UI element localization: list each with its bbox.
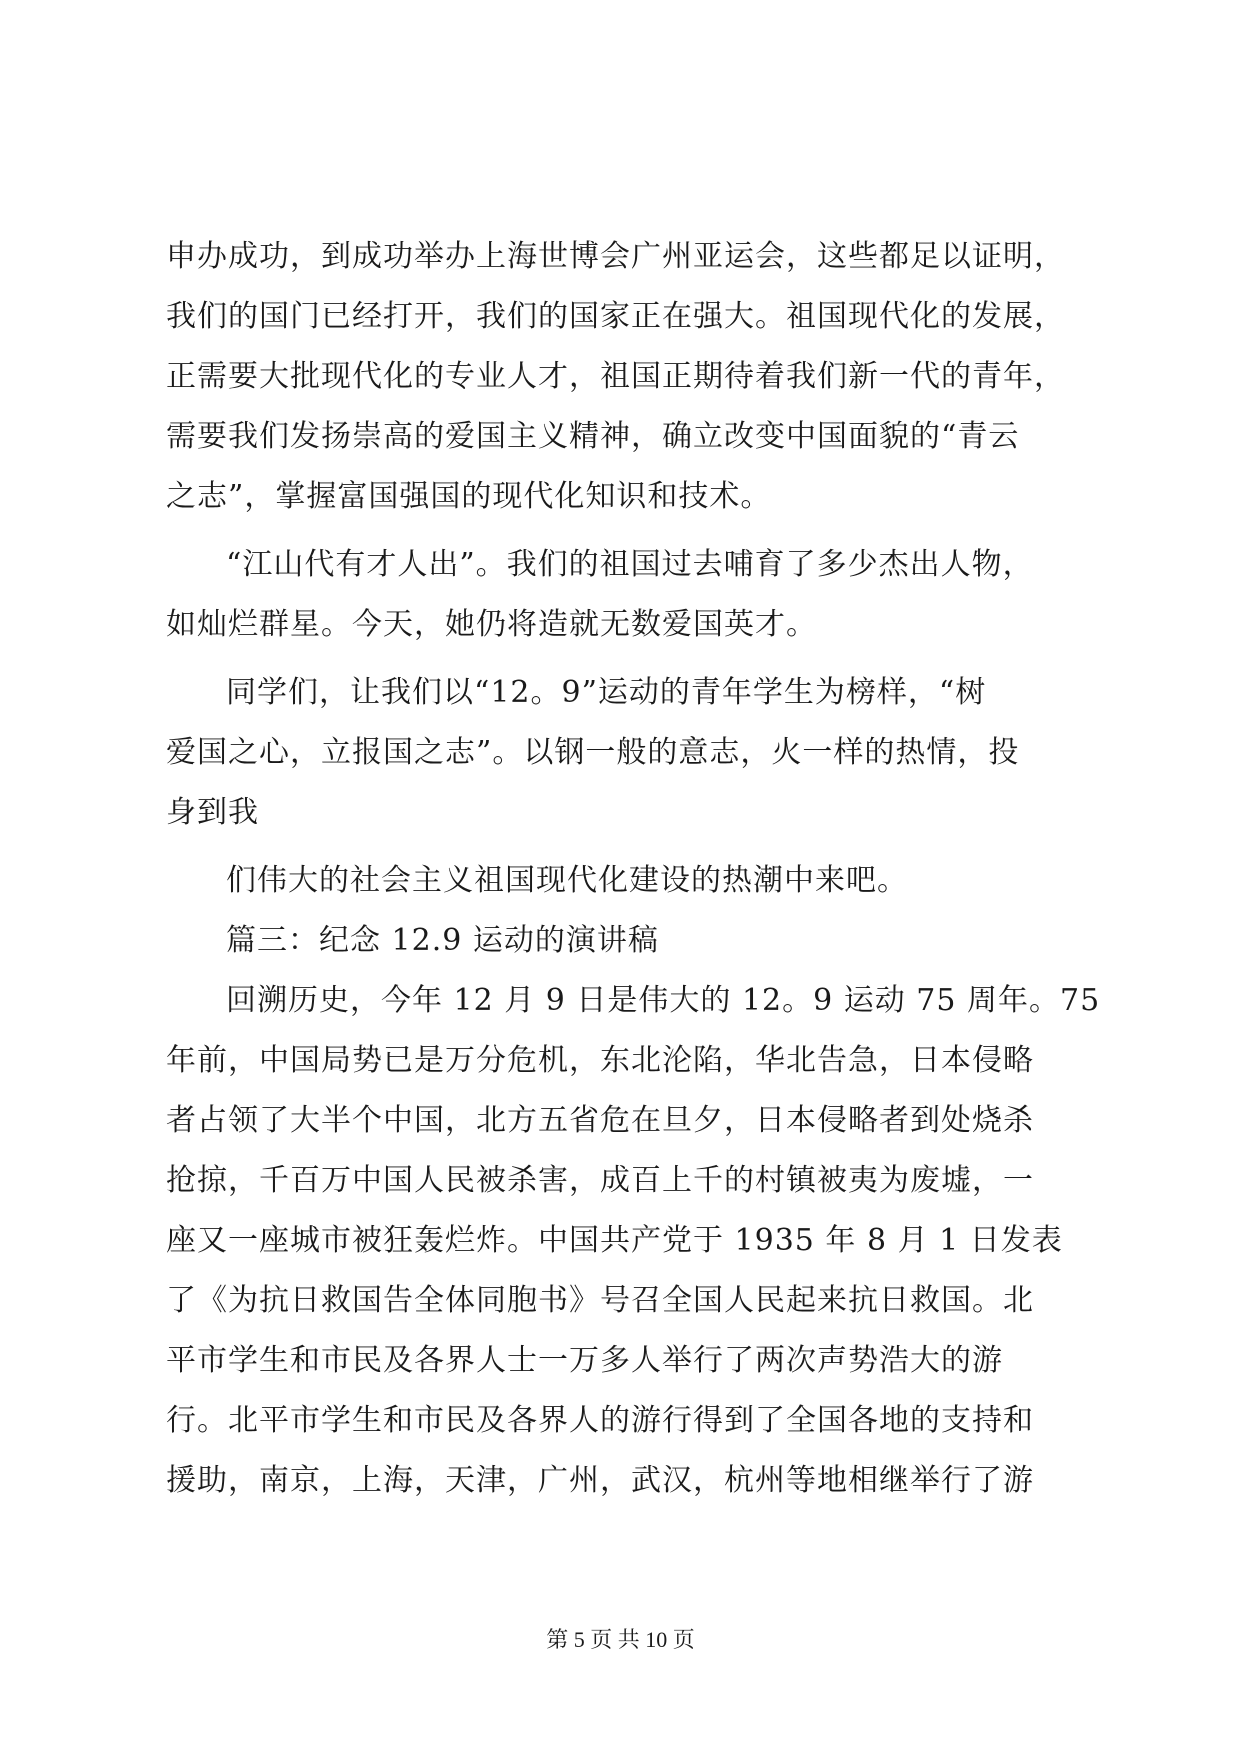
body-line: 我们的国门已经打开，我们的国家正在强大。祖国现代化的发展， xyxy=(166,299,1065,334)
page-number-footer: 第 5 页 共 10 页 xyxy=(546,1627,695,1652)
body-line: 平市学生和市民及各界人士一万多人举行了两次声势浩大的游 xyxy=(166,1343,1003,1378)
body-line: 正需要大批现代化的专业人才，祖国正期待着我们新一代的青年， xyxy=(166,359,1065,394)
body-line: 之志”，掌握富国强国的现代化知识和技术。 xyxy=(166,479,772,514)
body-line: 同学们，让我们以“12。9”运动的青年学生为榜样，“树 xyxy=(226,675,987,710)
body-line: 座又一座城市被狂轰烂炸。中国共产党于 1935 年 8 月 1 日发表 xyxy=(166,1223,1063,1258)
body-line: 年前，中国局势已是万分危机，东北沦陷，华北告急，日本侵略 xyxy=(166,1043,1034,1078)
body-line: “江山代有才人出”。我们的祖国过去哺育了多少杰出人物， xyxy=(226,547,1034,582)
body-line: 援助，南京，上海，天津，广州，武汉，杭州等地相继举行了游 xyxy=(166,1463,1034,1498)
body-line: 爱国之心，立报国之志”。以钢一般的意志，火一样的热情，投 xyxy=(166,735,1020,770)
body-line: 们伟大的社会主义祖国现代化建设的热潮中来吧。 xyxy=(226,863,908,898)
body-line: 身到我 xyxy=(166,795,259,830)
body-line: 了《为抗日救国告全体同胞书》号召全国人民起来抗日救国。北 xyxy=(166,1283,1034,1318)
body-line: 需要我们发扬崇高的爱国主义精神，确立改变中国面貌的“青云 xyxy=(166,419,1020,454)
body-line: 如灿烂群星。今天，她仍将造就无数爱国英才。 xyxy=(166,607,817,642)
body-line: 回溯历史，今年 12 月 9 日是伟大的 12。9 运动 75 周年。75 xyxy=(226,983,1101,1018)
body-line: 申办成功，到成功举办上海世博会广州亚运会，这些都足以证明， xyxy=(166,239,1065,274)
body-line: 者占领了大半个中国，北方五省危在旦夕，日本侵略者到处烧杀 xyxy=(166,1103,1034,1138)
body-line: 行。北平市学生和市民及各界人的游行得到了全国各地的支持和 xyxy=(166,1403,1034,1438)
section-heading: 篇三：纪念 12.9 运动的演讲稿 xyxy=(226,923,659,958)
body-line: 抢掠，千百万中国人民被杀害，成百上千的村镇被夷为废墟，一 xyxy=(166,1163,1034,1198)
